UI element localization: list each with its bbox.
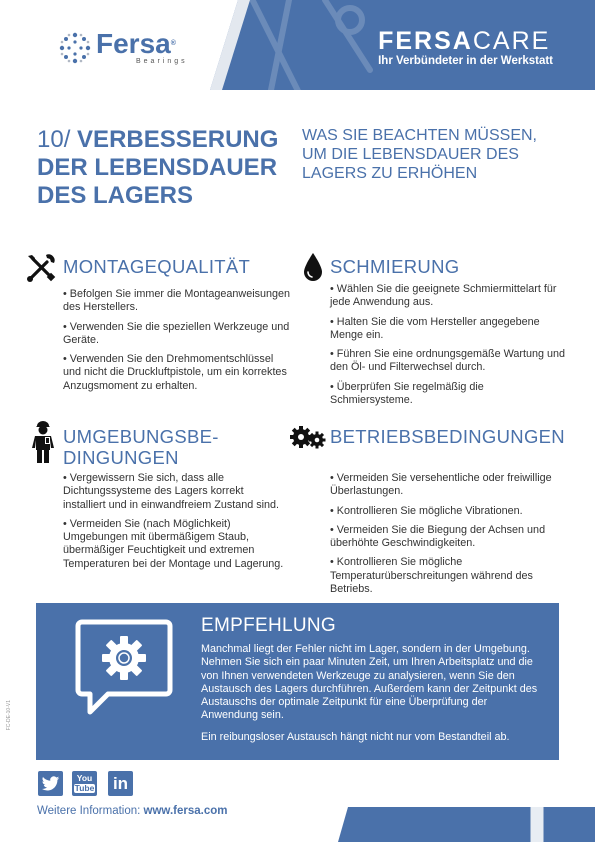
list-item: • Vermeiden Sie die Biegung der Achsen und überhöhte Geschwindigkeiten. bbox=[330, 523, 546, 550]
list-item: • Kontrollieren Sie mögliche Vibrationen. bbox=[330, 504, 523, 517]
youtube-icon bbox=[74, 774, 96, 793]
list-item: • Führen Sie eine ordnungsgemäße Wartung und den Öl- und Filterwechsel durch. bbox=[330, 348, 566, 374]
list-item: • Verwenden Sie die speziellen Werkzeuge und Geräte. bbox=[63, 320, 290, 346]
title-line-1: VERBESSERUNG bbox=[77, 126, 279, 153]
list-item: • Befolgen Sie immer die Montageanweisungen des Herstellers. bbox=[63, 288, 291, 314]
section-title-montage: MONTAGEQUALITÄT bbox=[63, 256, 251, 277]
list-item: • Überprüfen Sie regelmäßig die Schmiersysteme. bbox=[330, 380, 484, 407]
title-line-2: DER LEBENSDAUER bbox=[37, 154, 278, 181]
fersacare-light: CARE bbox=[472, 27, 551, 55]
recommendation-paragraph-2: Ein reibungsloser Austausch hängt nicht nur vom Bestandteil ab. bbox=[201, 730, 510, 743]
twitter-icon bbox=[41, 776, 60, 792]
worker-icon bbox=[28, 420, 58, 464]
oil-drop-icon bbox=[302, 252, 324, 282]
list-item: • Halten Sie die vom Hersteller angegebene Menge ein. bbox=[330, 315, 540, 341]
youtube-label-bottom: Tube bbox=[74, 783, 95, 793]
section-title-umgebung-line-2: DINGUNGEN bbox=[63, 447, 179, 468]
twitter-link[interactable] bbox=[38, 771, 63, 796]
page-title bbox=[37, 126, 297, 210]
section-body-umgebung bbox=[63, 472, 289, 577]
recommendation-title: EMPFEHLUNG bbox=[201, 615, 336, 636]
list-item: • Vergewissern Sie sich, dass alle Dichtungssysteme des Lagers korrekt installiert und in einwandfreiem Zustand sind. bbox=[63, 472, 280, 511]
fersacare-brand bbox=[378, 28, 553, 67]
title-line-3: DES LAGERS bbox=[37, 182, 194, 209]
section-title-betrieb: BETRIEBSBEDINGUNGEN bbox=[330, 426, 565, 447]
tools-background-icon bbox=[230, 0, 380, 90]
footer-info-label: Weitere Information: bbox=[37, 805, 141, 817]
footer-info bbox=[37, 805, 227, 817]
section-title-schmierung: SCHMIERUNG bbox=[330, 256, 460, 277]
logo-brand-name: Fersa bbox=[96, 28, 171, 59]
fersa-logo[interactable] bbox=[58, 30, 188, 65]
list-item: • Vermeiden Sie (nach Möglichkeit) Umgebungen mit übermäßigem Staub, übermäßiger Feuchtigkeit und extremen Temperaturen bei der Montage und Lagerung. bbox=[63, 517, 284, 570]
page-subtitle: WAS SIE BEACHTEN MÜSSEN, UM DIE LEBENSDAUER DES LAGERS ZU ERHÖHEN bbox=[302, 127, 537, 182]
wrench-screwdriver-icon bbox=[25, 252, 57, 284]
logo-registered-mark: ® bbox=[170, 40, 176, 47]
section-title-umgebung bbox=[63, 426, 219, 468]
section-body-montage bbox=[63, 288, 291, 399]
section-title-umgebung-line-1: UMGEBUNGSBE- bbox=[63, 426, 219, 447]
section-body-schmierung bbox=[330, 283, 566, 413]
header bbox=[0, 0, 595, 90]
recommendation-paragraph-1: Manchmal liegt der Fehler nicht im Lager, sondern in der Umgebung. Nehmen Sie sich ein paar Minuten Zeit, um Ihren Arbeitsplatz und die von Ihnen verwendeten Werkzeuge zu analysieren, wenn Sie den Austausch des Lagers durchführen. Außerdem kann der Zeitpunkt des Austauschs der optimale Zeitpunkt für eine Überprüfung der Anwendung sein. bbox=[201, 643, 538, 722]
list-item: • Wählen Sie die geeignete Schmiermittelart für jede Anwendung aus. bbox=[330, 283, 557, 309]
title-number: 10/ bbox=[37, 126, 71, 153]
logo-subtitle: Bearings bbox=[136, 58, 188, 65]
gears-icon bbox=[290, 424, 326, 456]
section-body-betrieb bbox=[330, 472, 566, 602]
recommendation-body bbox=[201, 643, 546, 752]
linkedin-icon: in bbox=[112, 774, 129, 793]
fersa-logo-mark-icon bbox=[58, 31, 92, 65]
footer-website-link[interactable]: www.fersa.com bbox=[143, 805, 228, 817]
linkedin-link[interactable] bbox=[108, 771, 133, 796]
youtube-link[interactable] bbox=[72, 771, 97, 796]
list-item: • Vermeiden Sie versehentliche oder freiwillige Überlastungen. bbox=[330, 472, 552, 498]
fersacare-tagline: Ihr Verbündeter in der Werkstatt bbox=[378, 55, 553, 67]
list-item: • Verwenden Sie den Drehmomentschlüssel und nicht die Druckluftpistole, um ein korrektes Anzugsmoment zu erhalten. bbox=[63, 353, 287, 392]
list-item: • Kontrollieren Sie mögliche Temperaturüberschreitungen während des Betriebs. bbox=[330, 556, 533, 596]
footer-blue-band bbox=[338, 807, 595, 842]
youtube-label-top: You bbox=[76, 773, 93, 783]
recommendation-box bbox=[36, 603, 559, 760]
fersacare-bold: FERSA bbox=[378, 27, 473, 55]
gear-speech-bubble-icon bbox=[74, 616, 174, 716]
document-code: FC-DE-10-V1 bbox=[6, 700, 12, 731]
